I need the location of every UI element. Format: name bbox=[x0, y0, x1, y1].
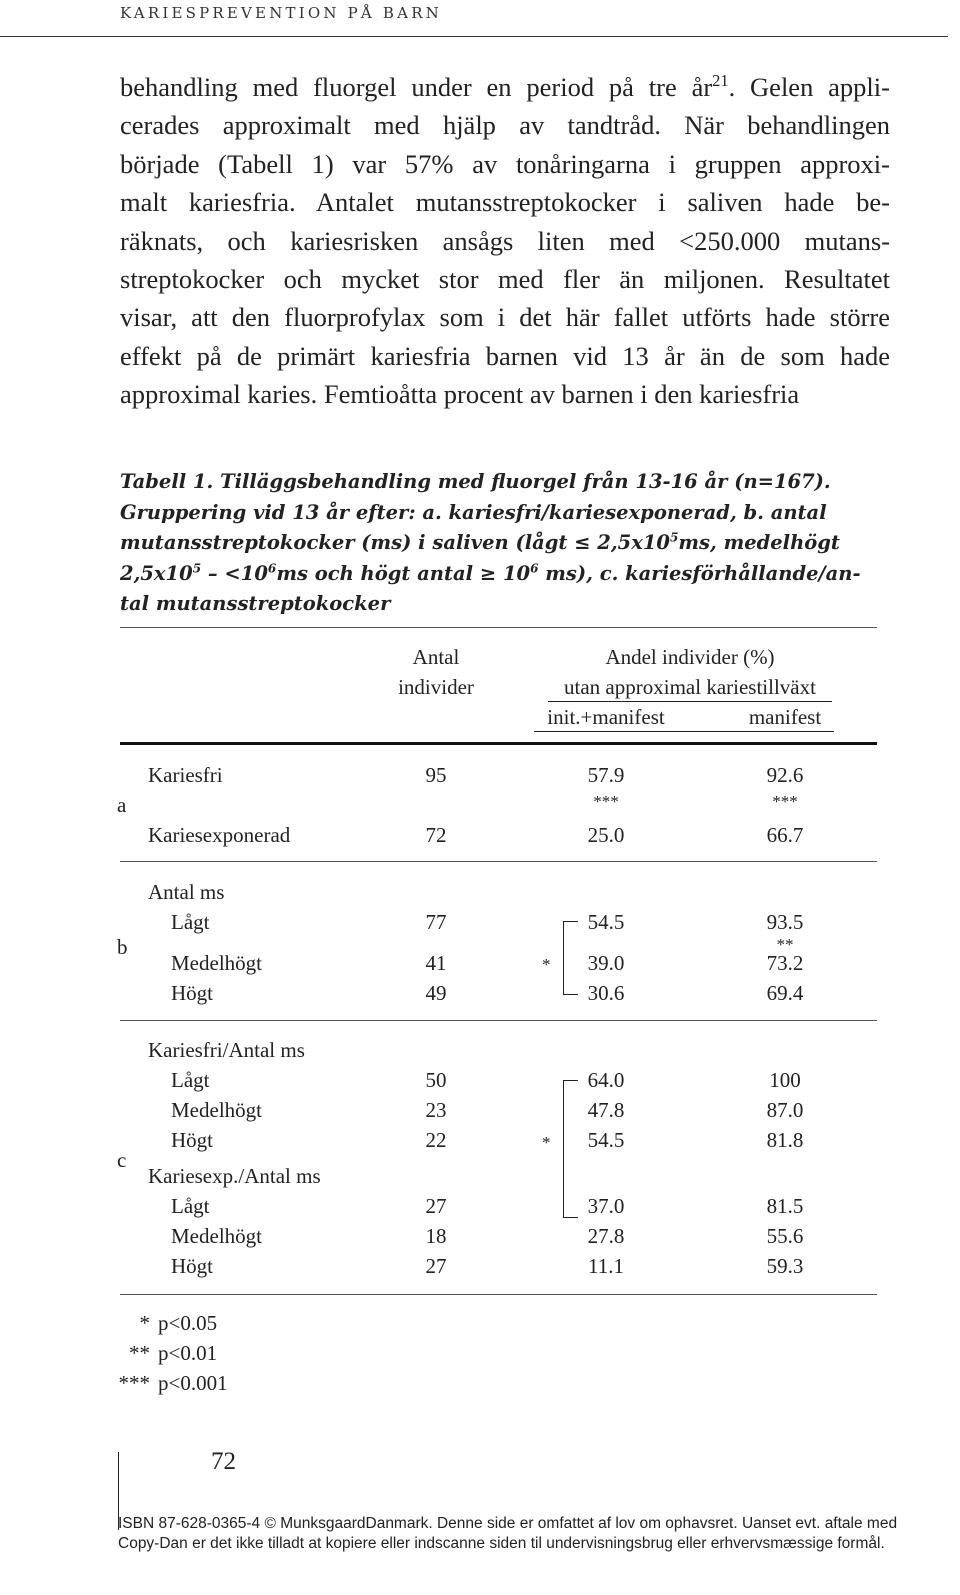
significance-bracket bbox=[563, 921, 578, 995]
row-label: Lågt bbox=[171, 910, 210, 934]
cell-manifest: 87.0 bbox=[766, 1098, 804, 1122]
cell-manifest: 55.6 bbox=[766, 1224, 804, 1248]
group-divider bbox=[120, 861, 877, 862]
cell-n: 77 bbox=[425, 910, 447, 934]
cell-n: 49 bbox=[425, 981, 447, 1005]
row-label: Medelhögt bbox=[171, 1098, 262, 1122]
body-line: började (Tabell 1) var 57% av tonåringarna i gruppen approxi- bbox=[120, 148, 890, 179]
cell-n: 95 bbox=[425, 763, 447, 787]
cell-n: 23 bbox=[425, 1098, 447, 1122]
header-underline bbox=[534, 731, 834, 732]
cell-manifest: 69.4 bbox=[766, 981, 804, 1005]
body-line: streptokocker och mycket stor med fler än miljonen. Resultatet bbox=[120, 264, 890, 295]
row-label: Högt bbox=[171, 1128, 213, 1152]
cell-n: 41 bbox=[425, 951, 447, 975]
body-line: behandling med fluorgel under en period på tre $år^{21}$. Gelen appli- bbox=[120, 71, 890, 102]
running-header: KARIESPREVENTION PÅ BARN bbox=[120, 4, 443, 22]
cell-n: 27 bbox=[425, 1194, 447, 1218]
cell-init: 54.5 bbox=[587, 1128, 625, 1152]
footnote-ref: 21 bbox=[712, 71, 729, 91]
subgroup-heading: Kariesfri/Antal ms bbox=[148, 1038, 305, 1062]
row-label: Kariesexponerad bbox=[148, 823, 291, 847]
col-header-init-manifest: init.+manifest bbox=[547, 705, 665, 729]
row-label: Kariesfri bbox=[148, 763, 223, 787]
cell-init: 25.0 bbox=[587, 823, 625, 847]
cell-manifest: 92.6 bbox=[766, 763, 804, 787]
cell-init: 27.8 bbox=[587, 1224, 625, 1248]
col-header-manifest: manifest bbox=[748, 705, 822, 729]
cell-n: 27 bbox=[425, 1254, 447, 1278]
body-line: approximal karies. Femtioåtta procent av barnen i den kariesfria bbox=[120, 379, 800, 410]
cell-init: 30.6 bbox=[587, 981, 625, 1005]
row-label: Högt bbox=[171, 1254, 213, 1278]
subgroup-heading: Antal ms bbox=[148, 880, 225, 904]
significance-mark: *** bbox=[772, 792, 798, 811]
header-rule bbox=[0, 36, 948, 37]
copyright-line: ISBN 87-628-0365-4 © MunksgaardDanmark. Denne side er omfattet af lov om ophavsret. Uanset evt. aftale med bbox=[118, 1515, 898, 1532]
table-bottom-rule bbox=[120, 1294, 877, 1295]
copyright-line: Copy-Dan er det ikke tilladt at kopiere eller indscanne siden til undervisningsbrug eller erhvervsmæssige formål. bbox=[118, 1534, 885, 1552]
caption-line: mutansstreptokocker (ms) i saliven (lågt ≤ $2,5x10^5ms$, medelhögt bbox=[120, 530, 840, 554]
body-line: effekt på de primärt kariesfria barnen vid 13 år än de som hade bbox=[120, 340, 890, 371]
cell-init: 47.8 bbox=[587, 1098, 625, 1122]
col-header-individer: individer bbox=[398, 675, 474, 699]
significance-mark: ** bbox=[776, 935, 794, 954]
significance-mark: * bbox=[542, 955, 551, 974]
significance-bracket bbox=[563, 1080, 578, 1218]
subgroup-heading: Kariesexp./Antal ms bbox=[148, 1164, 321, 1188]
legend-symbol: ** bbox=[129, 1341, 150, 1365]
copyright-notice bbox=[118, 1514, 897, 1553]
row-label: Medelhögt bbox=[171, 1224, 262, 1248]
cell-init: 64.0 bbox=[587, 1068, 625, 1092]
caption-line: Gruppering vid 13 år efter: a. kariesfri/kariesexponerad, b. antal bbox=[120, 500, 827, 524]
cell-init: 54.5 bbox=[587, 910, 625, 934]
legend-text: p<0.01 bbox=[158, 1341, 218, 1365]
caption-line: Tabell 1. Tilläggsbehandling med fluorgel från 13-16 år (n=167). bbox=[120, 470, 831, 493]
col-header-andel: Andel individer (%) bbox=[605, 645, 775, 669]
body-line: cerades approximalt med hjälp av tandtråd. När behandlingen bbox=[120, 110, 890, 141]
header-underline bbox=[548, 701, 832, 702]
group-label-c: c bbox=[117, 1148, 127, 1172]
group-divider bbox=[120, 1020, 877, 1021]
legend-symbol: * bbox=[139, 1311, 150, 1335]
cell-manifest: 59.3 bbox=[766, 1254, 804, 1278]
row-label: Lågt bbox=[171, 1068, 210, 1092]
body-line: malt kariesfria. Antalet mutansstreptokocker i saliven hade be- bbox=[120, 187, 890, 218]
body-paragraph bbox=[120, 68, 890, 414]
col-header-antal: Antal bbox=[412, 645, 460, 669]
cell-init: 37.0 bbox=[587, 1194, 625, 1218]
page-number: 72 bbox=[211, 1448, 236, 1475]
legend-symbol: *** bbox=[118, 1371, 150, 1395]
body-line: räknats, och kariesrisken ansågs liten med <250.000 mutans- bbox=[120, 225, 890, 256]
cell-init: 39.0 bbox=[587, 951, 625, 975]
significance-mark: *** bbox=[593, 792, 619, 811]
group-label-b: b bbox=[117, 935, 128, 959]
legend-text: p<0.001 bbox=[158, 1371, 228, 1395]
table-top-rule bbox=[120, 627, 877, 628]
cell-n: 22 bbox=[425, 1128, 447, 1152]
cell-n: 18 bbox=[425, 1224, 447, 1248]
cell-n: 50 bbox=[425, 1068, 447, 1092]
cell-manifest: 66.7 bbox=[766, 823, 804, 847]
group-label-a: a bbox=[117, 793, 127, 817]
cell-manifest: 73.2 bbox=[766, 951, 804, 975]
row-label: Högt bbox=[171, 981, 213, 1005]
significance-mark: * bbox=[542, 1133, 551, 1152]
table-caption bbox=[120, 467, 875, 620]
table-header-rule bbox=[120, 742, 877, 745]
cell-manifest: 93.5 bbox=[766, 910, 804, 934]
cell-manifest: 81.5 bbox=[766, 1194, 804, 1218]
legend-text: p<0.05 bbox=[158, 1311, 218, 1335]
caption-line: $2,5x10^5 - <10^6ms$ och högt antal ≥ $10^6$ ms), c. kariesförhållande/an- bbox=[120, 561, 861, 585]
col-header-andel-sub: utan approximal kariestillväxt bbox=[564, 675, 816, 699]
cell-init: 57.9 bbox=[587, 763, 625, 787]
caption-line: tal mutansstreptokocker bbox=[120, 592, 391, 615]
cell-manifest: 100 bbox=[769, 1068, 801, 1092]
cell-manifest: 81.8 bbox=[766, 1128, 804, 1152]
row-label: Medelhögt bbox=[171, 951, 262, 975]
cell-init: 11.1 bbox=[588, 1254, 624, 1278]
row-label: Lågt bbox=[171, 1194, 210, 1218]
body-line: visar, att den fluorprofylax som i det här fallet utförts hade större bbox=[120, 302, 890, 333]
cell-n: 72 bbox=[425, 823, 447, 847]
